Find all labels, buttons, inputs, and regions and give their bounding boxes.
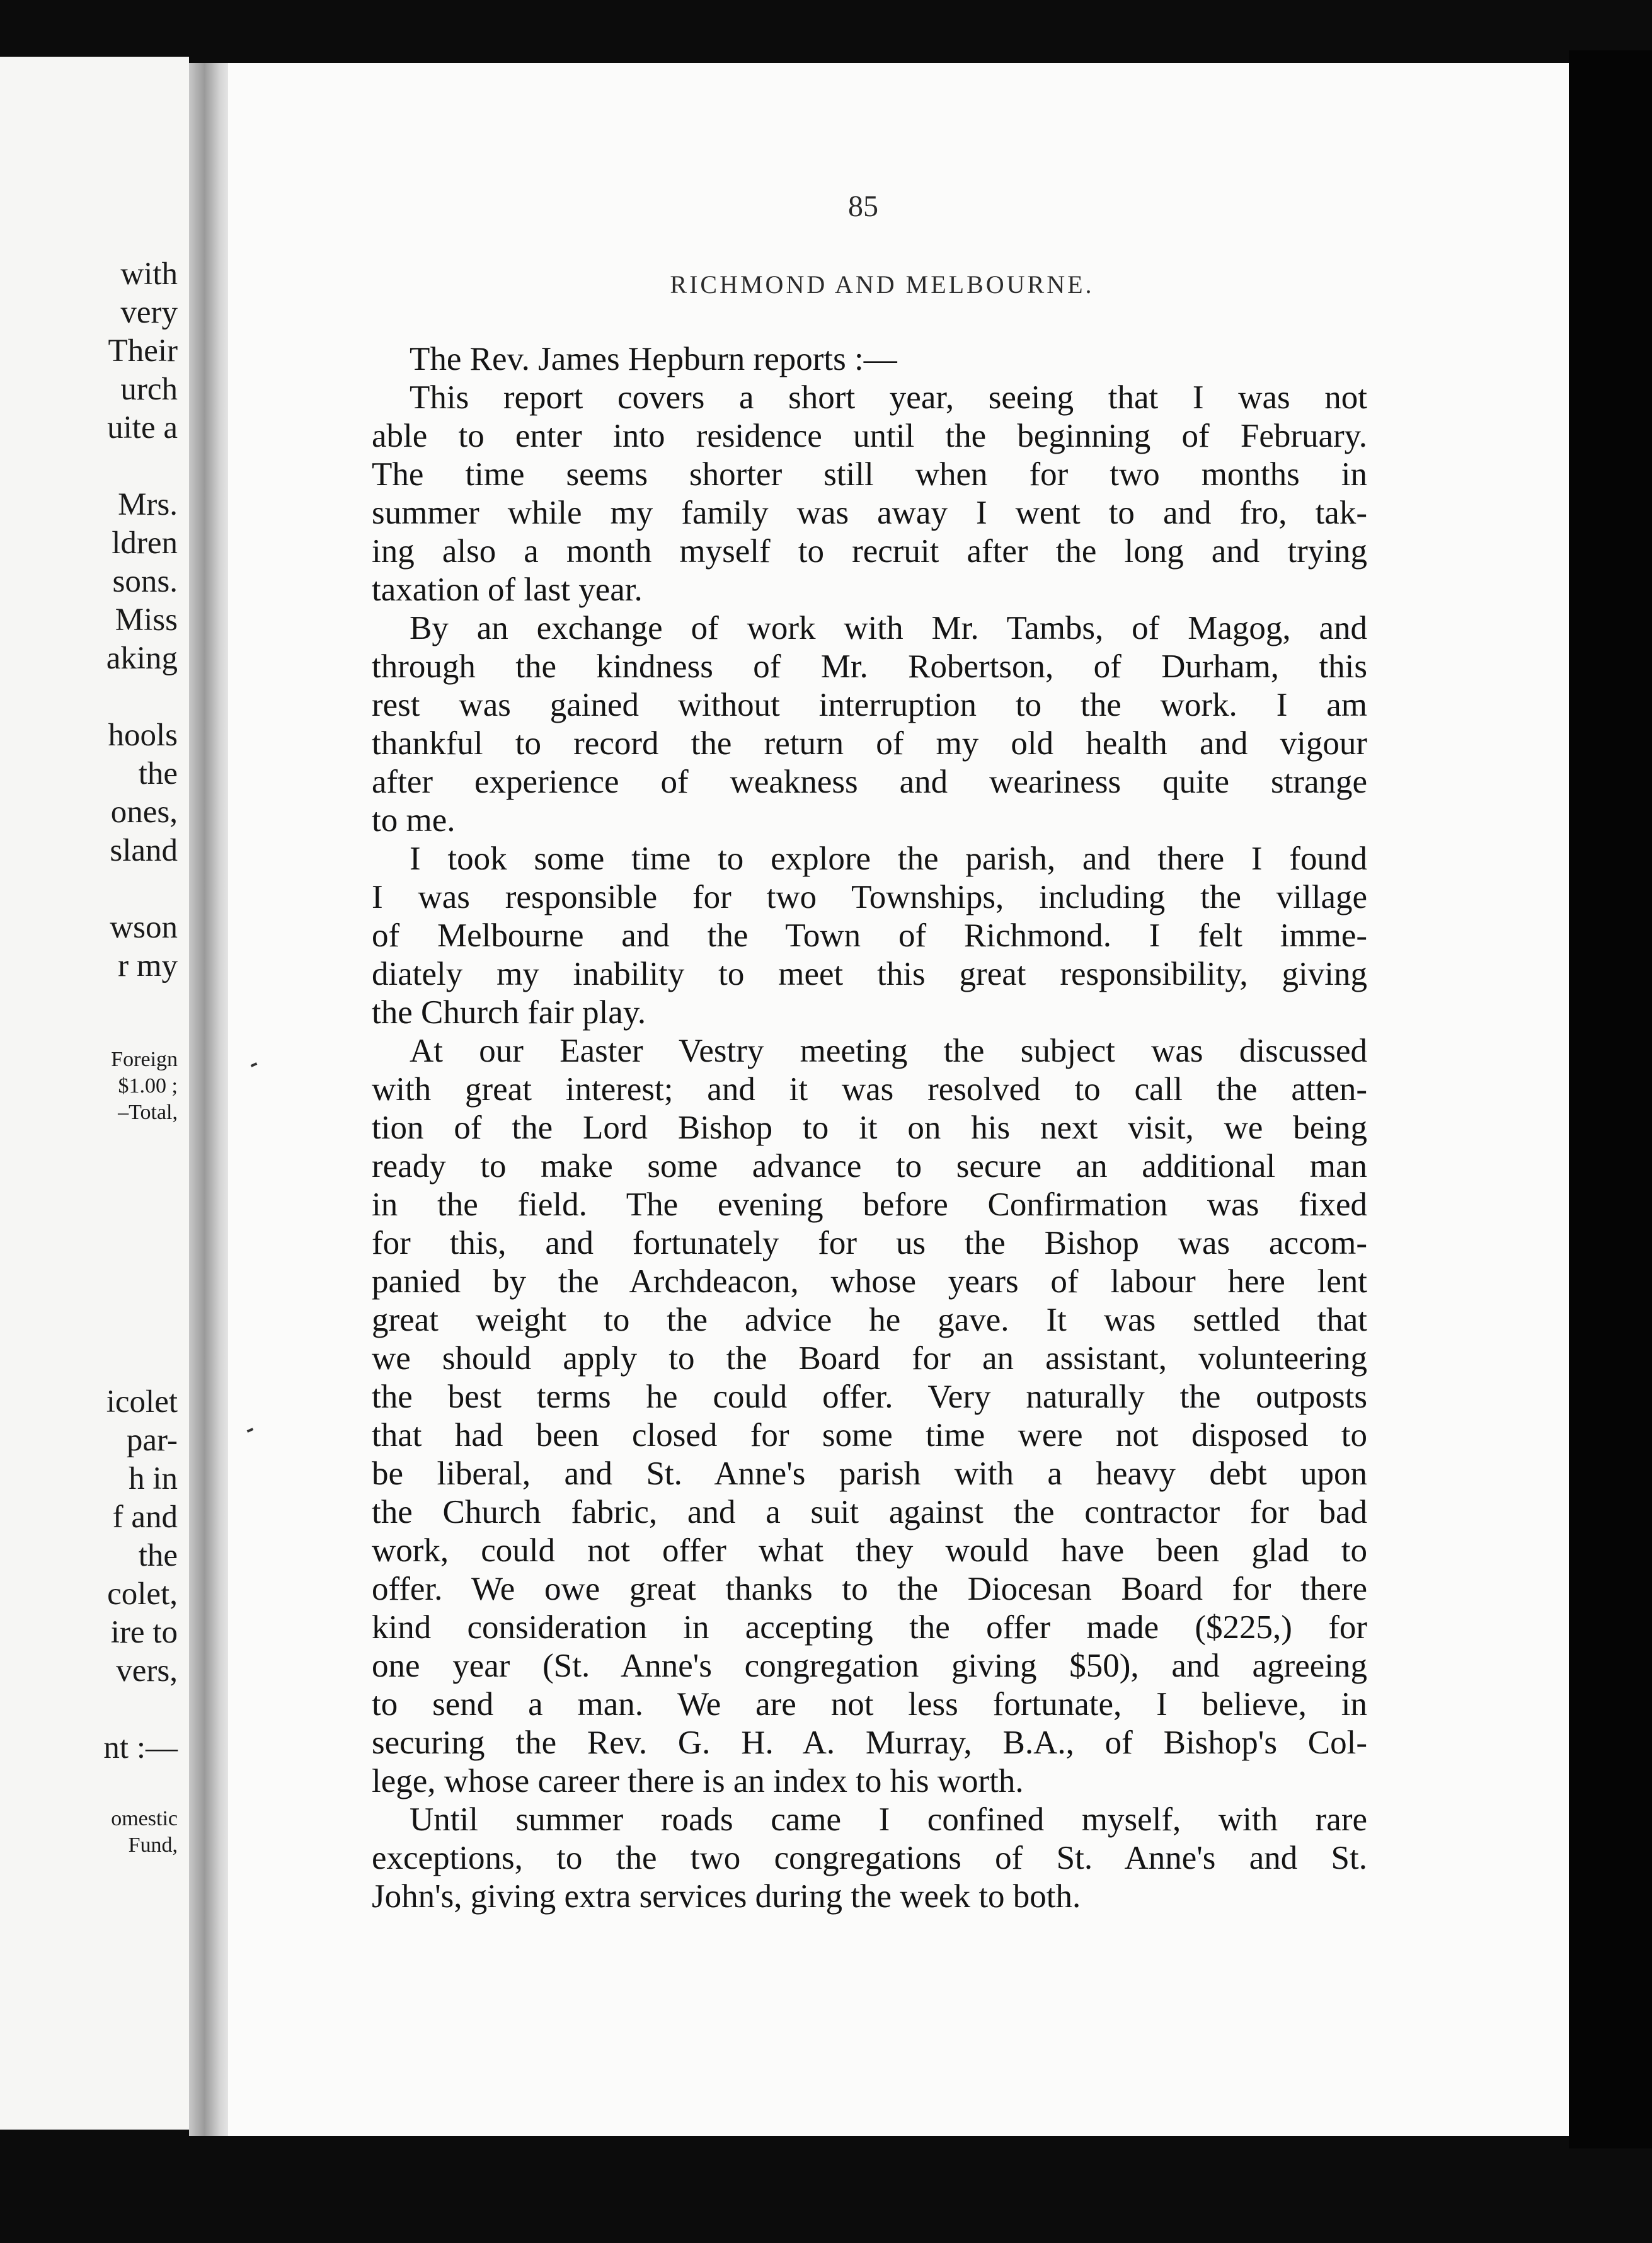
left-page-fragment: –Total, xyxy=(118,1101,178,1124)
left-page-fragment: r my xyxy=(118,948,178,984)
text-line: that had been closed for some time were not disposed to xyxy=(372,1417,1367,1454)
left-page-fragment: the xyxy=(138,1538,178,1573)
text-line: securing the Rev. G. H. A. Murray, B.A., of Bishop's Col- xyxy=(372,1724,1367,1761)
left-page-fragment: ones, xyxy=(110,795,178,830)
text-line: one year (St. Anne's congregation giving $50), and agreeing xyxy=(372,1648,1367,1684)
body-text xyxy=(372,340,1367,1916)
text-line: ready to make some advance to secure an additional man xyxy=(372,1148,1367,1185)
text-line: lege, whose career there is an index to his worth. xyxy=(372,1763,1024,1799)
left-page-fragment: par- xyxy=(126,1423,178,1458)
text-line: John's, giving extra services during the week to both. xyxy=(372,1878,1081,1915)
text-line: The Rev. James Hepburn reports :— xyxy=(410,341,897,377)
text-line: thankful to record the return of my old health and vigour xyxy=(372,725,1367,762)
text-line: the best terms he could offer. Very naturally the outposts xyxy=(372,1379,1367,1415)
text-line: we should apply to the Board for an assistant, volunteering xyxy=(372,1340,1367,1377)
text-line: The time seems shorter still when for two months in xyxy=(372,456,1367,493)
left-page-fragment: Foreign xyxy=(111,1048,178,1071)
text-line: the Church fair play. xyxy=(372,994,646,1031)
left-page-fragment: wson xyxy=(110,910,178,945)
text-line: I took some time to explore the parish, and there I found xyxy=(410,840,1367,877)
text-line: panied by the Archdeacon, whose years of labour here lent xyxy=(372,1263,1367,1300)
text-line: summer while my family was away I went to and fro, tak- xyxy=(372,495,1367,531)
left-page-fragment: Fund, xyxy=(128,1833,178,1857)
text-line: with great interest; and it was resolved to call the atten- xyxy=(372,1071,1367,1108)
left-page-fragment: f and xyxy=(112,1500,178,1535)
left-page-fragment: ire to xyxy=(110,1615,178,1650)
text-line: rest was gained without interruption to the work. I am xyxy=(372,687,1367,723)
left-page-fragment: nt :— xyxy=(103,1730,178,1765)
text-line: be liberal, and St. Anne's parish with a heavy debt upon xyxy=(372,1455,1367,1492)
left-page-fragment: icolet xyxy=(106,1384,178,1420)
text-line: This report covers a short year, seeing that I was not xyxy=(410,379,1367,416)
left-page-fragment: $1.00 ; xyxy=(118,1074,178,1098)
left-page-fragment: h in xyxy=(129,1461,178,1496)
text-line: I was responsible for two Townships, including the village xyxy=(372,879,1367,915)
left-page-fragment: Their xyxy=(108,333,178,369)
left-page-fragment: ldren xyxy=(112,525,178,561)
left-page-fragment: very xyxy=(120,295,178,330)
text-line: to me. xyxy=(372,802,456,839)
page-number: 85 xyxy=(848,190,878,223)
left-page-fragment: omestic xyxy=(111,1807,178,1830)
left-page-fragment: the xyxy=(138,756,178,791)
text-line: exceptions, to the two congregations of St. Anne's and St. xyxy=(372,1840,1367,1876)
text-line: great weight to the advice he gave. It was settled that xyxy=(372,1302,1367,1338)
text-line: At our Easter Vestry meeting the subject was discussed xyxy=(410,1033,1367,1069)
text-line: work, could not offer what they would have been glad to xyxy=(372,1532,1367,1569)
left-page-fragment: sons. xyxy=(112,564,178,599)
text-line: the Church fabric, and a suit against the contractor for bad xyxy=(372,1494,1367,1530)
text-line: offer. We owe great thanks to the Diocesan Board for there xyxy=(372,1571,1367,1607)
text-line: Until summer roads came I confined myself, with rare xyxy=(410,1801,1367,1838)
text-line: in the field. The evening before Confirmation was fixed xyxy=(372,1186,1367,1223)
text-line: able to enter into residence until the beginning of February. xyxy=(372,418,1367,454)
text-line: taxation of last year. xyxy=(372,571,643,608)
text-line: tion of the Lord Bishop to it on his next visit, we being xyxy=(372,1110,1367,1146)
text-line: kind consideration in accepting the offer made ($225,) for xyxy=(372,1609,1367,1646)
text-line: By an exchange of work with Mr. Tambs, of Magog, and xyxy=(410,610,1367,646)
left-page-fragment: vers, xyxy=(116,1653,178,1689)
left-facing-page xyxy=(0,57,189,2130)
left-page-fragment: urch xyxy=(120,372,178,407)
left-page-fragment: with xyxy=(120,256,178,292)
left-page-fragment: uite a xyxy=(107,410,178,445)
left-page-fragment: sland xyxy=(110,833,178,868)
text-line: through the kindness of Mr. Robertson, of Durham, this xyxy=(372,648,1367,685)
left-page-fragment: aking xyxy=(106,641,178,676)
text-line: after experience of weakness and weariness quite strange xyxy=(372,764,1367,800)
left-page-fragment: hools xyxy=(108,718,178,753)
left-page-fragment: Miss xyxy=(115,602,178,638)
scan-border xyxy=(1569,50,1652,2148)
text-line: to send a man. We are not less fortunate, I believe, in xyxy=(372,1686,1367,1723)
book-gutter xyxy=(189,63,233,2136)
text-line: of Melbourne and the Town of Richmond. I felt imme- xyxy=(372,917,1367,954)
left-page-fragment: Mrs. xyxy=(118,487,178,522)
text-line: ing also a month myself to recruit after the long and trying xyxy=(372,533,1367,570)
running-head: RICHMOND AND MELBOURNE. xyxy=(670,270,1094,299)
text-line: diately my inability to meet this great responsibility, giving xyxy=(372,956,1367,992)
text-line: for this, and fortunately for us the Bishop was accom- xyxy=(372,1225,1367,1261)
left-page-fragment: colet, xyxy=(107,1576,178,1612)
